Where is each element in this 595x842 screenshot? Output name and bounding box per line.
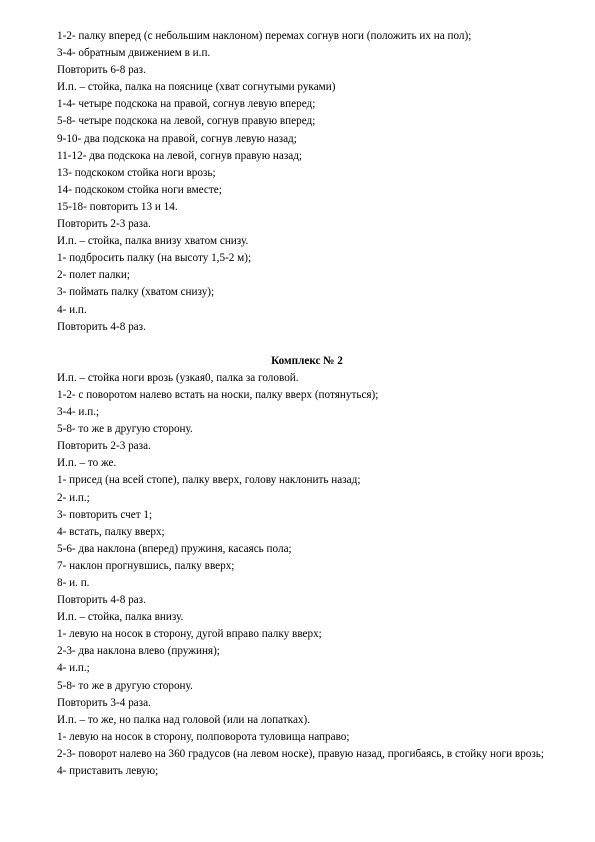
text-line: 4- и.п.; xyxy=(57,662,90,675)
text-line: 14- подскоком стойка ноги вместе; xyxy=(57,183,222,196)
text-line: 2- полет палки; xyxy=(57,269,130,282)
text-line: И.п. – то же. xyxy=(57,457,117,470)
text-line: И.п. – стойка ноги врозь (узкая0, палка за головой. xyxy=(57,371,299,384)
text-line: Повторить 4-8 раз. xyxy=(57,594,146,607)
text-line: 1-2- палку вперед (с небольшим наклоном) перемах согнув ноги (положить их на пол); xyxy=(57,30,472,42)
text-line: 4- встать, палку вверх; xyxy=(57,525,165,538)
text-line: 4- приставить левую; xyxy=(57,765,159,778)
text-line: 1- присед (на всей стопе), палку вверх, голову наклонить назад; xyxy=(57,474,361,487)
text-line: Повторить 2-3 раза. xyxy=(57,218,151,231)
text-line: 5-8- то же в другую сторону. xyxy=(57,679,193,692)
text-line: 5-8- четыре подскока на левой, согнув правую вперед; xyxy=(57,115,316,128)
section-heading: Комплекс № 2 xyxy=(271,354,343,367)
text-line: 7- наклон прогнувшись, палку вверх; xyxy=(57,559,235,572)
text-line: 13- подскоком стойка ноги врозь; xyxy=(57,166,216,179)
text-line: И.п. – стойка, палка внизу. xyxy=(57,611,184,624)
text-line: 5-8- то же в другую сторону. xyxy=(57,423,193,436)
text-line: 9-10- два подскока на правой, согнув левую назад; xyxy=(57,132,297,145)
text-line: 3- повторить счет 1; xyxy=(57,508,153,521)
text-line: 1- подбросить палку (на высоту 1,5-2 м); xyxy=(57,252,252,265)
text-line: 3- поймать палку (хватом снизу); xyxy=(57,286,215,299)
text-line: 4- и.п. xyxy=(57,303,87,316)
document-text xyxy=(57,28,557,780)
text-line: 1-4- четыре подскока на правой, согнув левую вперед; xyxy=(57,98,316,111)
text-line: 15-18- повторить 13 и 14. xyxy=(57,200,178,213)
text-line: 2- и.п.; xyxy=(57,491,90,504)
text-line: 2-3- два наклона влево (пружиня); xyxy=(57,645,220,658)
text-line: 2-3- поворот налево на 360 градусов (на левом носке), правую назад, прогибаясь, в стойку ноги врозь; xyxy=(57,747,545,760)
text-line: 8- и. п. xyxy=(57,577,90,589)
text-line: Повторить 4-8 раз. xyxy=(57,320,146,333)
text-line: 3-4- и.п.; xyxy=(57,406,100,419)
text-line: 11-12- два подскока на левой, согнув правую назад; xyxy=(57,149,303,162)
paragraph-gap xyxy=(57,336,557,353)
text-line: Повторить 6-8 раз. xyxy=(57,64,146,77)
text-line: И.п. – стойка, палка на пояснице (хват согнутыми руками) xyxy=(57,81,336,94)
text-line: 1- левую на носок в сторону, дугой вправо палку вверх; xyxy=(57,628,322,641)
text-line: Повторить 2-3 раза. xyxy=(57,440,151,453)
text-line: 5-6- два наклона (вперед) пружиня, касаясь пола; xyxy=(57,542,292,555)
text-line: 1- левую на носок в сторону, полповорота туловища направо; xyxy=(57,730,350,743)
text-line: И.п. – стойка, палка внизу хватом снизу. xyxy=(57,235,249,248)
text-line: 3-4- обратным движением в и.п. xyxy=(57,47,211,60)
text-line: И.п. – то же, но палка над головой (или на лопатках). xyxy=(57,713,311,726)
text-line: Повторить 3-4 раза. xyxy=(57,696,151,709)
text-line: 1-2- с поворотом налево встать на носки, палку вверх (потянуться); xyxy=(57,388,379,401)
